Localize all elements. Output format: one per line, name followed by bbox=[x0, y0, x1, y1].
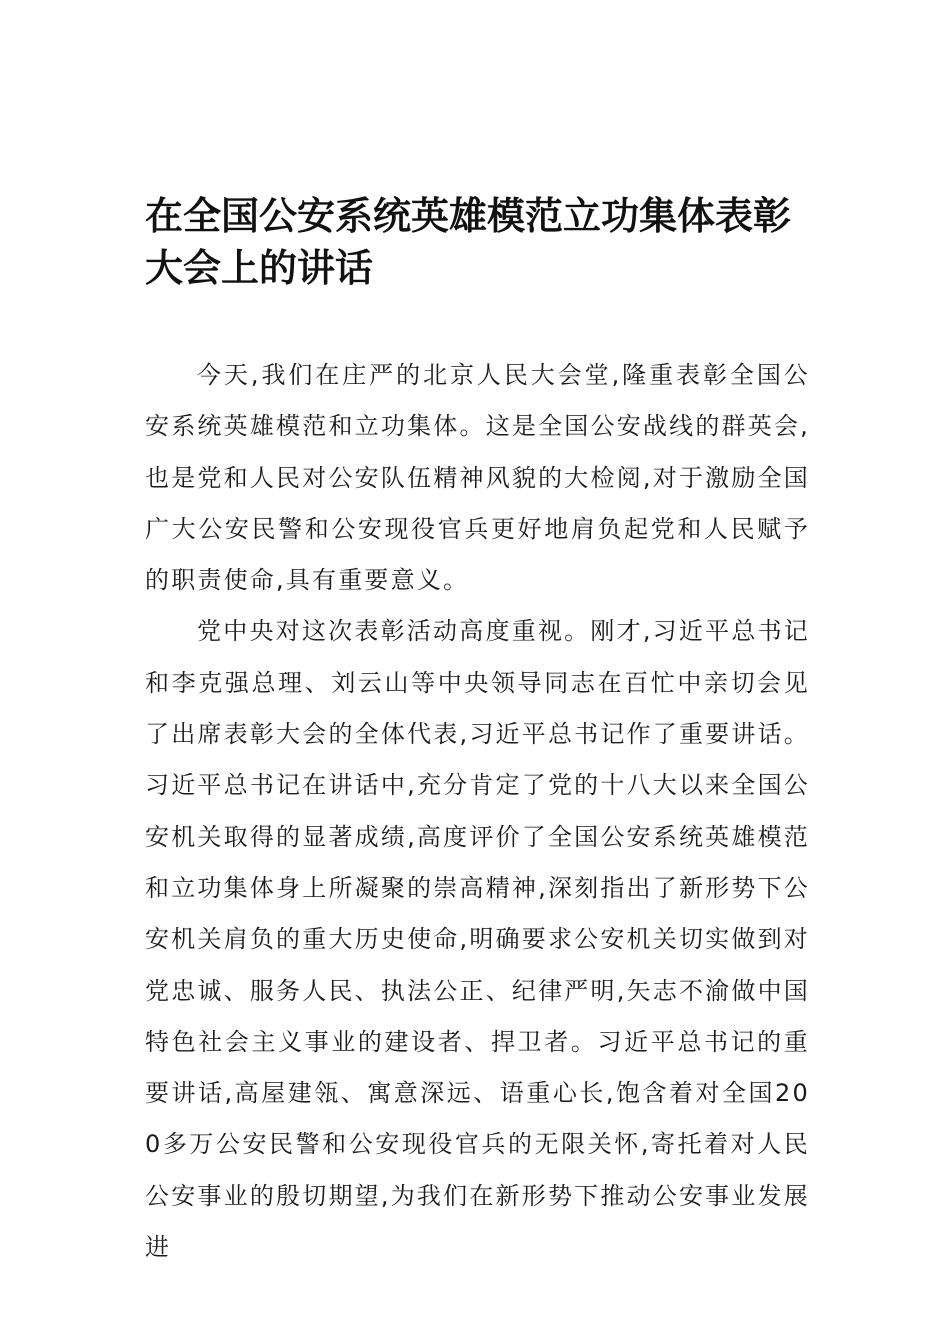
document-title: 在全国公安系统英雄模范立功集体表彰大会上的讲话 bbox=[145, 193, 792, 290]
paragraph-1: 今天,我们在庄严的北京人民大会堂,隆重表彰全国公安系统英雄模范和立功集体。这是全国公安战线的群英会,也是党和人民对公安队伍精神风貌的大检阅,对于激励全国广大公安民警和公安现役官兵更好地肩负起党和人民赋予的职责使命,具有重要意义。 bbox=[145, 361, 810, 595]
paragraph-2: 党中央对这次表彰活动高度重视。刚才,习近平总书记和李克强总理、刘云山等中央领导同志在百忙中亲切会见了出席表彰大会的全体代表,习近平总书记作了重要讲话。习近平总书记在讲话中,充分肯定了党的十八大以来全国公安机关取得的显著成绩,高度评价了全国公安系统英雄模范和立功集体身上所凝聚的崇高精神,深刻指出了新形势下公安机关肩负的重大历史使命,明确要求公安机关切实做到对党忠诚、服务人民、执法公正、纪律严明,矢志不渝做中国特色社会主义事业的建设者、捍卫者。习近平总书记的重要讲话,高屋建瓴、寓意深远、语重心长,饱含着对全国200多万公安民警和公安现役官兵的无限关怀,寄托着对人民公安事业的殷切期望,为我们在新形势下推动公安事业发展进 bbox=[145, 617, 810, 1262]
document-body bbox=[145, 350, 810, 1273]
